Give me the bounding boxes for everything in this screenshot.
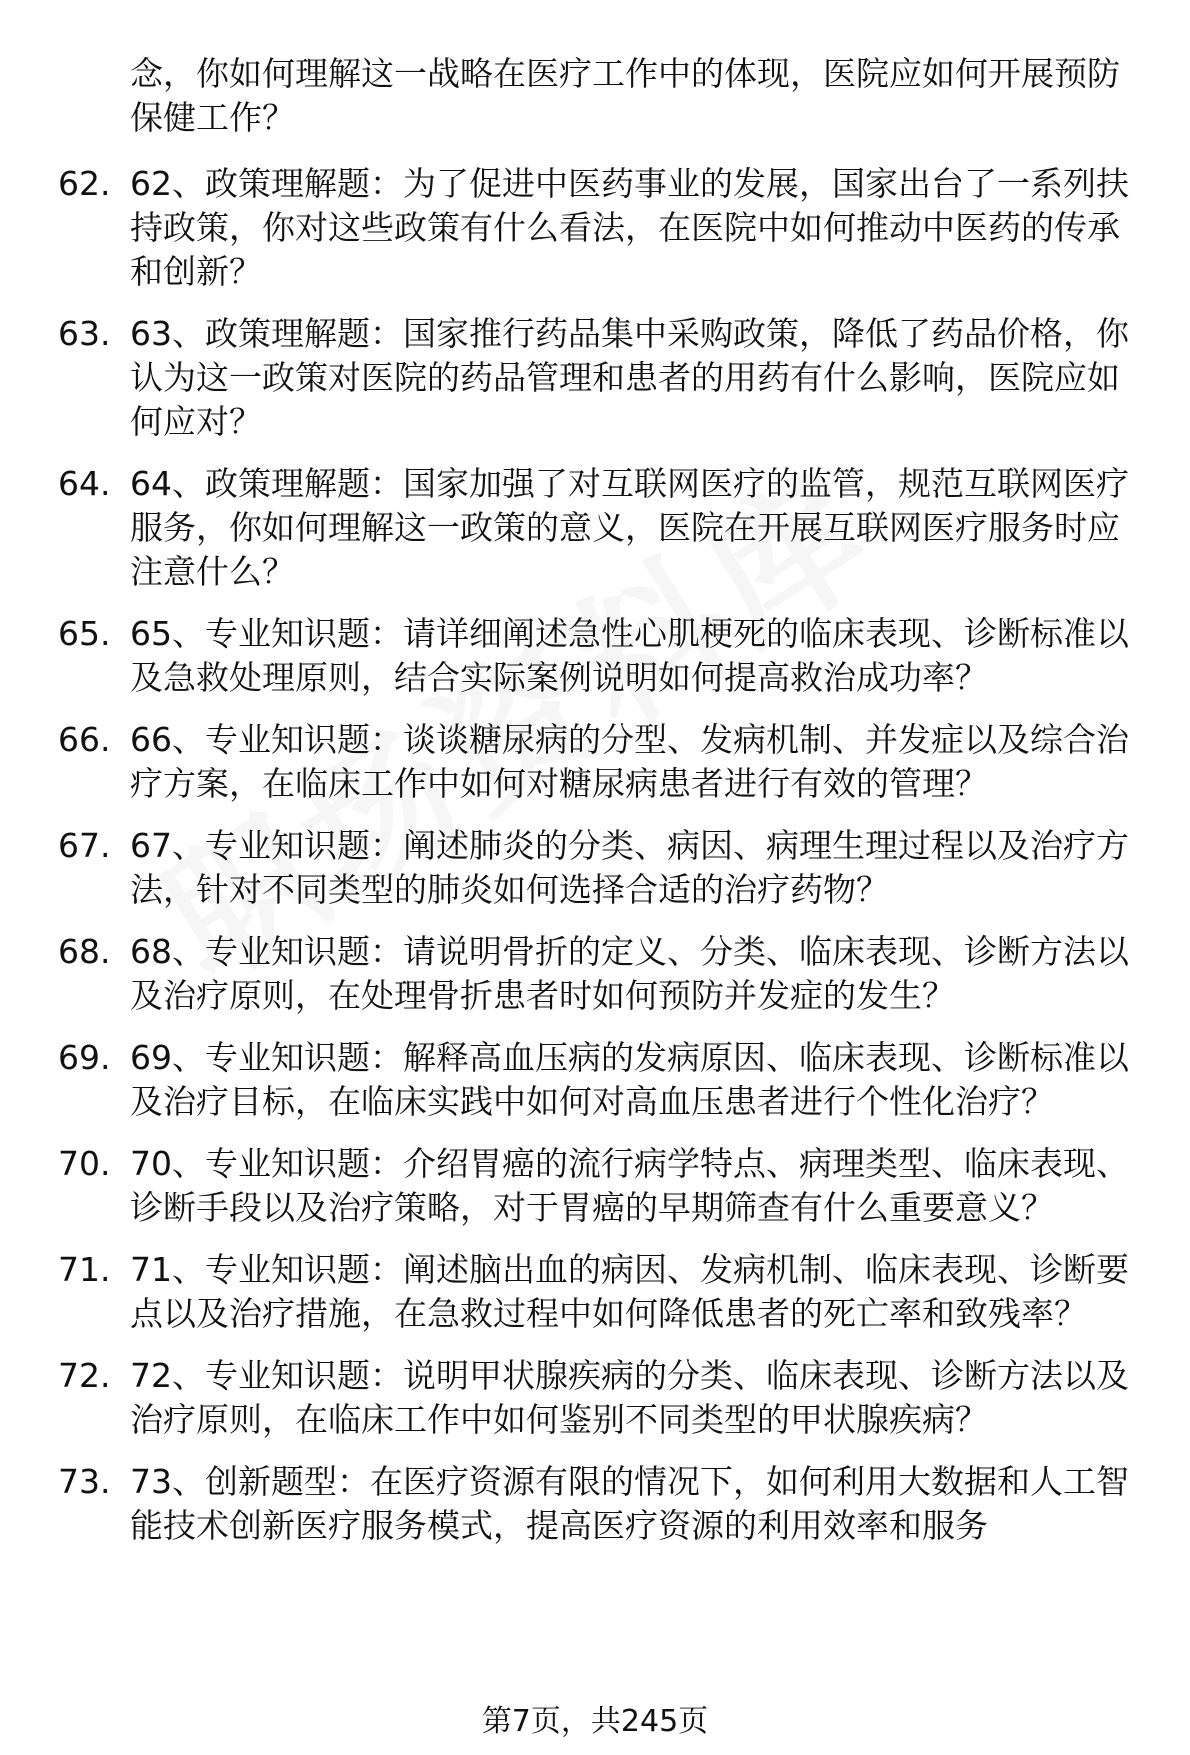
question-number: 70. (58, 1144, 111, 1183)
question-text: 70、专业知识题：介绍胃癌的流行病学特点、病理类型、临床表现、诊断手段以及治疗策略，对于胃癌的早期筛查有什么重要意义？ (130, 1144, 1129, 1227)
question-text: 73、创新题型：在医疗资源有限的情况下，如何利用大数据和人工智能技术创新医疗服务模式，提高医疗资源的利用效率和服务 (130, 1462, 1129, 1545)
question-number: 71. (58, 1250, 111, 1289)
question-text: 72、专业知识题：说明甲状腺疾病的分类、临床表现、诊断方法以及治疗原则，在临床工作中如何鉴别不同类型的甲状腺疾病？ (130, 1356, 1129, 1439)
question-number: 63. (58, 314, 111, 353)
question-text: 71、专业知识题：阐述脑出血的病因、发病机制、临床表现、诊断要点以及治疗措施，在急救过程中如何降低患者的死亡率和致残率？ (130, 1250, 1129, 1333)
question-item (0, 1354, 1190, 1442)
question-number: 68. (58, 932, 111, 971)
question-number: 69. (58, 1038, 111, 1077)
question-item (0, 824, 1190, 912)
question-number: 67. (58, 826, 111, 865)
question-text: 63、政策理解题：国家推行药品集中采购政策，降低了药品价格，你认为这一政策对医院的药品管理和患者的用药有什么影响，医院应如何应对？ (130, 314, 1129, 441)
intro-paragraph: 念，你如何理解这一战略在医疗工作中的体现，医院应如何开展预防保健工作？ (130, 54, 1120, 137)
question-item (0, 462, 1190, 594)
question-item (0, 930, 1190, 1018)
page-footer: 第7页，共245页 (481, 1704, 709, 1739)
question-text: 67、专业知识题：阐述肺炎的分类、病因、病理生理过程以及治疗方法，针对不同类型的肺炎如何选择合适的治疗药物？ (130, 826, 1129, 909)
question-item (0, 1248, 1190, 1336)
question-number: 62. (58, 164, 111, 203)
question-number: 73. (58, 1462, 111, 1501)
question-number: 65. (58, 614, 111, 653)
question-item (0, 1036, 1190, 1124)
question-item (0, 312, 1190, 444)
question-item (0, 612, 1190, 700)
question-item (0, 1142, 1190, 1230)
question-number: 72. (58, 1356, 111, 1395)
question-text: 68、专业知识题：请说明骨折的定义、分类、临床表现、诊断方法以及治疗原则，在处理骨折患者时如何预防并发症的发生？ (130, 932, 1129, 1015)
question-number: 64. (58, 464, 111, 503)
question-text: 65、专业知识题：请详细阐述急性心肌梗死的临床表现、诊断标准以及急救处理原则，结合实际案例说明如何提高救治成功率？ (130, 614, 1129, 697)
question-list (0, 162, 1190, 1566)
question-item (0, 1460, 1190, 1548)
question-text: 66、专业知识题：谈谈糖尿病的分型、发病机制、并发症以及综合治疗方案，在临床工作中如何对糖尿病患者进行有效的管理？ (130, 720, 1129, 803)
question-text: 62、政策理解题：为了促进中医药事业的发展，国家出台了一系列扶持政策，你对这些政策有什么看法，在医院中如何推动中医药的传承和创新？ (130, 164, 1129, 291)
question-item (0, 162, 1190, 294)
question-text: 69、专业知识题：解释高血压病的发病原因、临床表现、诊断标准以及治疗目标，在临床实践中如何对高血压患者进行个性化治疗？ (130, 1038, 1129, 1121)
question-text: 64、政策理解题：国家加强了对互联网医疗的监管，规范互联网医疗服务，你如何理解这一政策的意义，医院在开展互联网医疗服务时应注意什么？ (130, 464, 1129, 591)
question-item (0, 718, 1190, 806)
question-number: 66. (58, 720, 111, 759)
